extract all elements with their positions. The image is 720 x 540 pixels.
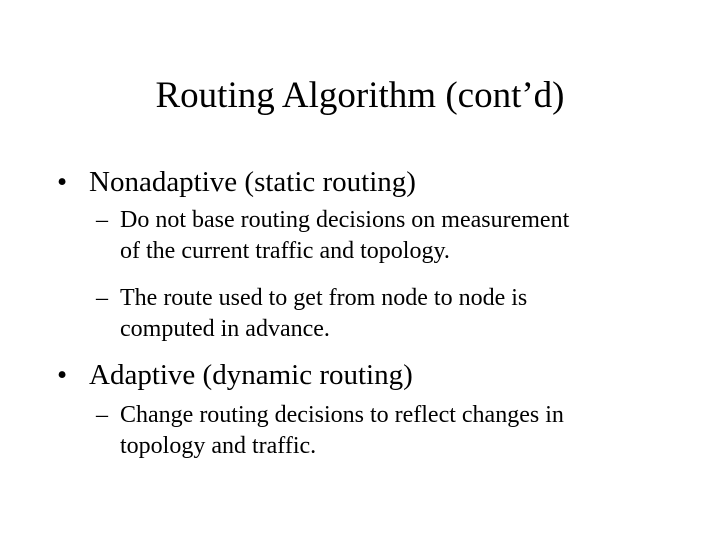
sub-bullet-measurement — [96, 205, 569, 267]
bullet-marker: • — [57, 166, 68, 198]
sub-bullet-line: Do not base routing decisions on measurement — [120, 207, 570, 233]
bullet-marker: • — [57, 359, 68, 391]
sub-bullet-marker: – — [96, 285, 108, 311]
bullet-text: Adaptive (dynamic routing) — [89, 359, 413, 391]
slide-title: Routing Algorithm (cont’d) — [155, 75, 565, 116]
bullet-adaptive — [57, 357, 413, 393]
sub-bullet-line: topology and traffic. — [120, 433, 317, 459]
sub-bullet-change-decisions — [96, 400, 564, 462]
sub-bullet-line: The route used to get from node to node is — [120, 285, 528, 311]
sub-bullet-marker: – — [96, 402, 108, 428]
sub-bullet-line: of the current traffic and topology. — [120, 238, 450, 264]
sub-bullet-line: computed in advance. — [120, 316, 330, 342]
bullet-nonadaptive — [57, 164, 416, 200]
bullet-text: Nonadaptive (static routing) — [89, 166, 416, 198]
sub-bullet-precomputed-route — [96, 283, 527, 345]
sub-bullet-marker: – — [96, 207, 108, 233]
sub-bullet-line: Change routing decisions to reflect changes in — [120, 402, 564, 428]
